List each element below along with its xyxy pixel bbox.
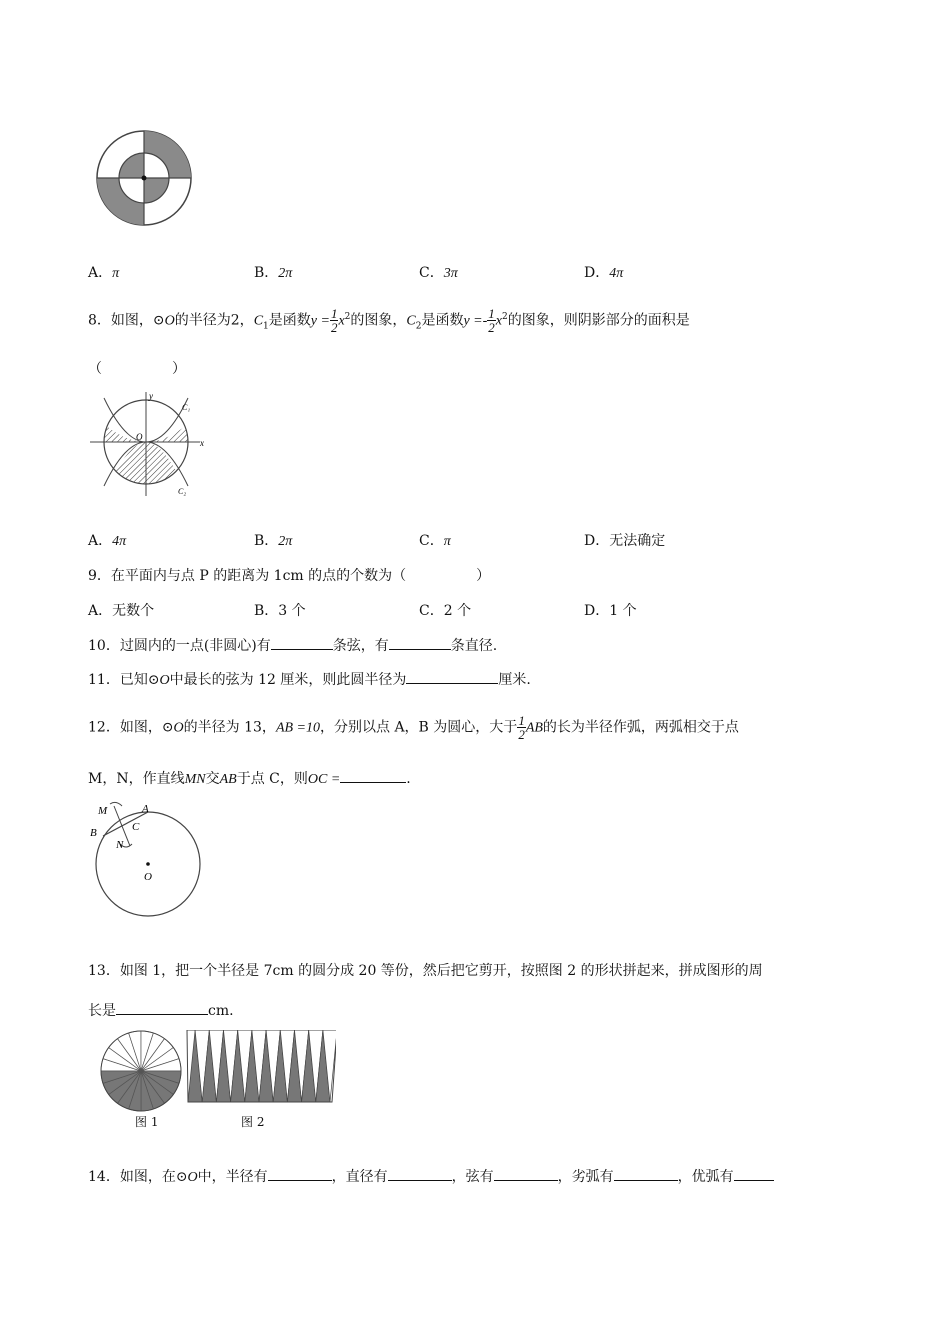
q9-option-c: C．2 个 [419, 603, 472, 619]
q7-figure [92, 128, 196, 232]
q10-blank-2[interactable] [389, 637, 451, 650]
q13-fig1-caption: 图 1 [135, 1115, 159, 1129]
q7-option-a: A．π [88, 265, 120, 281]
q8-option-a: A．4π [88, 533, 127, 549]
q14-blank-radius[interactable] [268, 1168, 332, 1181]
q12-label-a: A [142, 803, 149, 815]
q13-blank[interactable] [116, 1002, 208, 1015]
q13-stem-line1: 13．如图 1，把一个半径是 7cm 的圆分成 20 等份，然后把它剪开，按照图 2 的形状拼起来，拼成图形的周 [88, 963, 763, 979]
q8-label-o: O [136, 432, 143, 442]
q7-option-d: D．4π [584, 265, 624, 281]
q14-blank-diameter[interactable] [388, 1168, 452, 1181]
q12-label-b: B [90, 827, 97, 839]
q9-option-a: A．无数个 [88, 603, 155, 619]
q10-stem: 10．过圆内的一点(非圆心)有 条弦，有 条直径. [88, 638, 498, 654]
q14-stem: 14．如图，在⊙O中，半径有 ，直径有 ，弦有 ，劣弧有 ，优弧有 [88, 1166, 774, 1186]
q8-option-c: C．π [419, 533, 451, 549]
q9-stem: 9．在平面内与点 P 的距离为 1cm 的点的个数为（ ） [88, 568, 491, 584]
q13-figure [96, 1030, 336, 1130]
q8-figure [86, 388, 208, 500]
q12-stem-line1: 12．如图，⊙O的半径为 13，AB =10，分别以点 A，B 为圆心，大于 $\frac{1}{2}$ AB的长为半径作弧，两弧相交于点 [88, 713, 739, 742]
q12-label-m: M [98, 805, 108, 817]
q7-option-b: B．2π [254, 265, 293, 281]
q11-stem: 11．已知⊙O中最长的弦为 12 厘米，则此圆半径为 厘米. [88, 672, 531, 688]
q12-label-c: C [132, 821, 140, 833]
q13-stem-line2: 长是 cm. [88, 1003, 234, 1019]
q14-blank-minor-arc[interactable] [614, 1168, 678, 1181]
q8-label-x: x [200, 438, 204, 448]
q8-label-c2: C₂ [178, 487, 187, 496]
q12-stem-line2: M，N，作直线MN交AB于点 C，则OC = . [88, 771, 411, 787]
q8-option-d: D．无法确定 [584, 533, 666, 549]
q11-blank[interactable] [406, 671, 498, 684]
q8-label-y: y [149, 391, 153, 401]
q12-figure [86, 794, 210, 920]
q10-blank-1[interactable] [271, 637, 333, 650]
q12-label-o: O [144, 871, 152, 883]
q7-option-c: C．3π [419, 265, 458, 281]
q8-paren: （ ） [88, 361, 186, 377]
q8-label-c1: C₁ [182, 403, 191, 412]
q9-option-d: D．1 个 [584, 603, 637, 619]
q14-blank-major-arc[interactable] [734, 1168, 774, 1181]
q9-option-b: B．3 个 [254, 603, 306, 619]
q12-label-n: N [116, 839, 124, 851]
q12-blank[interactable] [340, 770, 406, 783]
q8-option-b: B．2π [254, 533, 293, 549]
q14-blank-chord[interactable] [494, 1168, 558, 1181]
q8-stem: 8．如图，⊙O的半径为2，$C_1$是函数y = $\frac{1}{2}$ $x^2$的图象，$C_2$是函数y =- $\frac{1}{2}$ $x^2$的图象，则阴影部分的面积是 [88, 306, 690, 335]
q13-fig2-caption: 图 2 [241, 1115, 265, 1129]
